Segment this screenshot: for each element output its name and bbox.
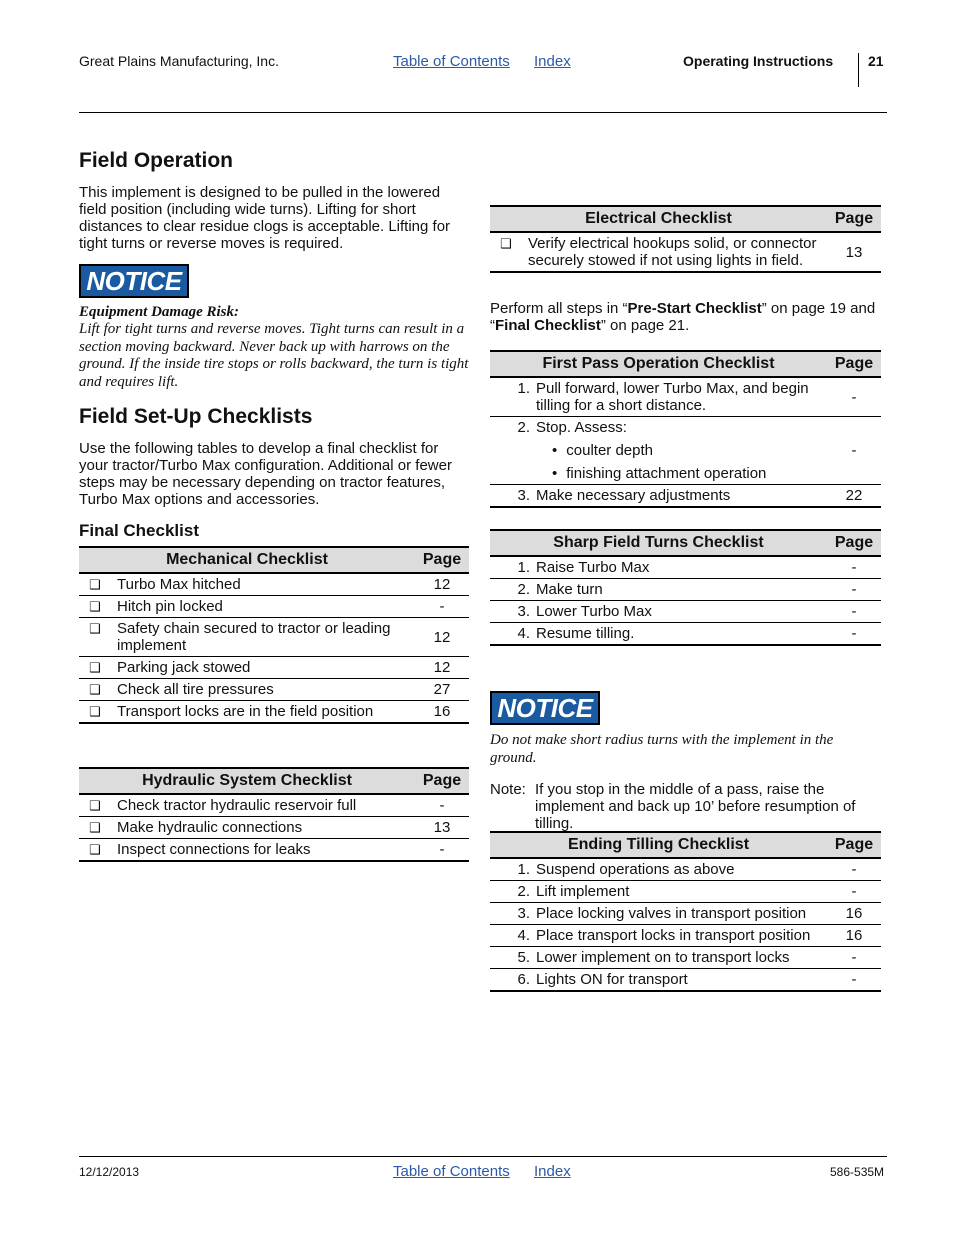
table-header bbox=[490, 832, 881, 858]
header-divider bbox=[858, 53, 859, 87]
perform-t2: ” on page 19 and “ bbox=[490, 300, 876, 334]
perform-ref-prestart: Pre-Start Checklist bbox=[627, 300, 762, 317]
hydraulic-title: Hydraulic System Checklist bbox=[79, 768, 415, 794]
bullet-item bbox=[536, 465, 827, 482]
company-name: Great Plains Manufacturing, Inc. bbox=[79, 53, 279, 69]
row-text: Make necessary adjustments bbox=[536, 487, 731, 504]
table-row bbox=[490, 903, 881, 925]
row-page: 16 bbox=[415, 701, 469, 724]
toc-link-bottom[interactable]: Table of Contents bbox=[393, 1163, 510, 1180]
hydraulic-table bbox=[79, 767, 469, 862]
footer-rule bbox=[79, 1156, 887, 1157]
row-number: 3. bbox=[490, 601, 530, 623]
row-number: 3. bbox=[490, 903, 530, 925]
row-page: - bbox=[827, 881, 881, 903]
row-text: Transport locks are in the field position bbox=[111, 701, 415, 724]
table-row bbox=[79, 573, 469, 596]
row-page: - bbox=[827, 858, 881, 881]
row-text: Turbo Max hitched bbox=[111, 573, 415, 596]
row-page: - bbox=[827, 556, 881, 579]
field-operation-body: This implement is designed to be pulled in the lowered field position (including wide turns). Lifting for short distances to clear residue clogs is acceptable. Lifting for tight turns or reverse moves is required. bbox=[79, 184, 451, 252]
table-row bbox=[490, 377, 881, 417]
sharp-turns-page-header: Page bbox=[827, 530, 881, 556]
row-number: 1. bbox=[490, 377, 530, 417]
row-page: - bbox=[827, 579, 881, 601]
row-text: Pull forward, lower Turbo Max, and begin tilling for a short distance. bbox=[536, 380, 809, 414]
table-row bbox=[79, 618, 469, 657]
table-row bbox=[79, 679, 469, 701]
row-page: - bbox=[827, 377, 881, 417]
table-row bbox=[490, 623, 881, 646]
row-text: Lower Turbo Max bbox=[536, 603, 652, 620]
notice-label-1: NOTICE bbox=[86, 266, 182, 296]
table-row bbox=[490, 556, 881, 579]
row-text: Stop. Assess: bbox=[536, 419, 627, 436]
footer-doc-number: 586-535M bbox=[830, 1165, 885, 1179]
table-row bbox=[490, 925, 881, 947]
table-row bbox=[79, 817, 469, 839]
checkbox-icon: ❑ bbox=[79, 817, 111, 839]
notice2-text: Do not make short radius turns with the implement in the ground. bbox=[490, 732, 834, 766]
row-page: 12 bbox=[415, 573, 469, 596]
notice1-heading: Equipment Damage Risk: bbox=[79, 304, 240, 320]
first-pass-title: First Pass Operation Checklist bbox=[490, 351, 827, 377]
table-header bbox=[79, 547, 469, 573]
row-text-cell bbox=[530, 601, 827, 623]
notice1-text: Lift for tight turns and reverse moves. Tight turns can result in a section moving backward. Never back up with harrows on the ground. If the inside tire stops or rolls backward, the turn is tight and requires lift. bbox=[79, 321, 469, 390]
electrical-title: Electrical Checklist bbox=[490, 206, 827, 232]
section-title: Operating Instructions bbox=[683, 53, 834, 69]
checkbox-icon: ❑ bbox=[79, 657, 111, 679]
row-text-cell bbox=[530, 947, 827, 969]
row-text: Safety chain secured to tractor or leading implement bbox=[111, 618, 415, 657]
row-number: 2. bbox=[490, 417, 530, 485]
row-text-cell bbox=[530, 556, 827, 579]
checkbox-icon: ❑ bbox=[79, 618, 111, 657]
setup-body: Use the following tables to develop a final checklist for your tractor/Turbo Max configuration. Additional or fewer steps may be necessary depending on tractor features, Turbo Max options and accessories. bbox=[79, 440, 452, 508]
electrical-page-header: Page bbox=[827, 206, 881, 232]
row-text: Suspend operations as above bbox=[536, 861, 735, 878]
ending-title: Ending Tilling Checklist bbox=[490, 832, 827, 858]
row-number: 2. bbox=[490, 881, 530, 903]
row-text: Hitch pin locked bbox=[111, 596, 415, 618]
notice-badge-1 bbox=[79, 264, 189, 298]
ending-page-header: Page bbox=[827, 832, 881, 858]
perform-ref-final: Final Checklist bbox=[495, 317, 601, 334]
table-row bbox=[79, 794, 469, 817]
table-row bbox=[490, 947, 881, 969]
row-page: 27 bbox=[415, 679, 469, 701]
row-page: - bbox=[827, 623, 881, 646]
table-header bbox=[79, 768, 469, 794]
row-text: Resume tilling. bbox=[536, 625, 635, 642]
row-text: Parking jack stowed bbox=[111, 657, 415, 679]
perform-text bbox=[490, 300, 882, 334]
note-block bbox=[490, 781, 885, 832]
notice-badge-2 bbox=[490, 691, 600, 725]
row-number: 1. bbox=[490, 556, 530, 579]
checkbox-icon: ❑ bbox=[79, 701, 111, 724]
table-row bbox=[79, 657, 469, 679]
row-number: 4. bbox=[490, 925, 530, 947]
footer-date: 12/12/2013 bbox=[79, 1165, 140, 1179]
sharp-turns-title: Sharp Field Turns Checklist bbox=[490, 530, 827, 556]
table-row bbox=[490, 969, 881, 992]
row-page: 12 bbox=[415, 657, 469, 679]
table-row bbox=[490, 601, 881, 623]
checkbox-icon: ❑ bbox=[79, 794, 111, 817]
notice-label-2: NOTICE bbox=[497, 693, 593, 723]
table-row bbox=[490, 881, 881, 903]
row-text: Make hydraulic connections bbox=[111, 817, 415, 839]
row-page: - bbox=[827, 947, 881, 969]
row-text-cell bbox=[530, 623, 827, 646]
electrical-table bbox=[490, 205, 881, 273]
index-link-top[interactable]: Index bbox=[534, 53, 571, 70]
perform-t3: ” on page 21. bbox=[600, 317, 690, 334]
row-page: 12 bbox=[415, 618, 469, 657]
table-row bbox=[490, 579, 881, 601]
row-text: Lights ON for transport bbox=[536, 971, 688, 988]
table-row bbox=[79, 596, 469, 618]
row-text-cell bbox=[530, 417, 827, 485]
table-row bbox=[79, 839, 469, 862]
row-text: Inspect connections for leaks bbox=[111, 839, 415, 862]
row-text: Lift implement bbox=[536, 883, 630, 900]
mechanical-title: Mechanical Checklist bbox=[79, 547, 415, 573]
checkbox-icon: ❑ bbox=[490, 232, 522, 272]
table-header bbox=[490, 351, 881, 377]
first-pass-page-header: Page bbox=[827, 351, 881, 377]
row-page: 13 bbox=[415, 817, 469, 839]
first-pass-table bbox=[490, 350, 881, 508]
row-text-cell bbox=[530, 881, 827, 903]
bullet-text: coulter depth bbox=[566, 442, 653, 459]
sharp-turns-table bbox=[490, 529, 881, 646]
note-text: If you stop in the middle of a pass, raise the implement and back up 10’ before resumption of tilling. bbox=[535, 781, 856, 832]
row-text-cell bbox=[530, 969, 827, 992]
table-row bbox=[490, 485, 881, 508]
row-page: - bbox=[415, 794, 469, 817]
mechanical-page-header: Page bbox=[415, 547, 469, 573]
row-text: Raise Turbo Max bbox=[536, 559, 650, 576]
table-row bbox=[490, 417, 881, 485]
row-number: 5. bbox=[490, 947, 530, 969]
row-text: Place locking valves in transport position bbox=[536, 905, 807, 922]
mechanical-table bbox=[79, 546, 469, 724]
checkbox-icon: ❑ bbox=[79, 573, 111, 596]
table-header bbox=[490, 206, 881, 232]
bullet-text: finishing attachment operation bbox=[566, 465, 767, 482]
row-text: Check tractor hydraulic reservoir full bbox=[111, 794, 415, 817]
ending-table bbox=[490, 831, 881, 992]
toc-link-top[interactable]: Table of Contents bbox=[393, 53, 510, 70]
row-number: 4. bbox=[490, 623, 530, 646]
bullet-dot: • bbox=[552, 465, 558, 482]
row-text-cell bbox=[530, 485, 827, 508]
index-link-bottom[interactable]: Index bbox=[534, 1163, 571, 1180]
bullet-item bbox=[536, 442, 827, 459]
row-page: - bbox=[415, 596, 469, 618]
table-row bbox=[79, 701, 469, 724]
row-page: - bbox=[827, 969, 881, 992]
row-text: Verify electrical hookups solid, or connector securely stowed if not using lights in field. bbox=[522, 232, 827, 272]
checkbox-icon: ❑ bbox=[79, 679, 111, 701]
row-text: Check all tire pressures bbox=[111, 679, 415, 701]
row-text-cell bbox=[530, 858, 827, 881]
row-number: 3. bbox=[490, 485, 530, 508]
page-number: 21 bbox=[868, 53, 884, 69]
table-row bbox=[490, 858, 881, 881]
row-page: 13 bbox=[827, 232, 881, 272]
row-page: - bbox=[415, 839, 469, 862]
row-number: 6. bbox=[490, 969, 530, 992]
table-row bbox=[490, 232, 881, 272]
row-text-cell bbox=[530, 925, 827, 947]
row-number: 1. bbox=[490, 858, 530, 881]
note-label: Note: bbox=[490, 781, 526, 798]
row-text-cell bbox=[530, 903, 827, 925]
checkbox-icon: ❑ bbox=[79, 839, 111, 862]
field-operation-title: Field Operation bbox=[79, 149, 234, 172]
row-text-cell bbox=[530, 377, 827, 417]
perform-t1: Perform all steps in “ bbox=[490, 300, 628, 317]
row-text-cell bbox=[530, 579, 827, 601]
row-page: - bbox=[827, 601, 881, 623]
hydraulic-page-header: Page bbox=[415, 768, 469, 794]
row-page: 16 bbox=[827, 925, 881, 947]
row-text: Place transport locks in transport position bbox=[536, 927, 811, 944]
setup-title: Field Set-Up Checklists bbox=[79, 405, 313, 428]
row-text: Lower implement on to transport locks bbox=[536, 949, 790, 966]
row-page: 22 bbox=[827, 485, 881, 508]
table-header bbox=[490, 530, 881, 556]
row-text: Make turn bbox=[536, 581, 603, 598]
row-page: 16 bbox=[827, 903, 881, 925]
bullet-dot: • bbox=[552, 442, 558, 459]
header-rule bbox=[79, 112, 887, 113]
row-page: - bbox=[827, 417, 881, 485]
final-checklist-title: Final Checklist bbox=[79, 521, 199, 540]
row-number: 2. bbox=[490, 579, 530, 601]
checkbox-icon: ❑ bbox=[79, 596, 111, 618]
